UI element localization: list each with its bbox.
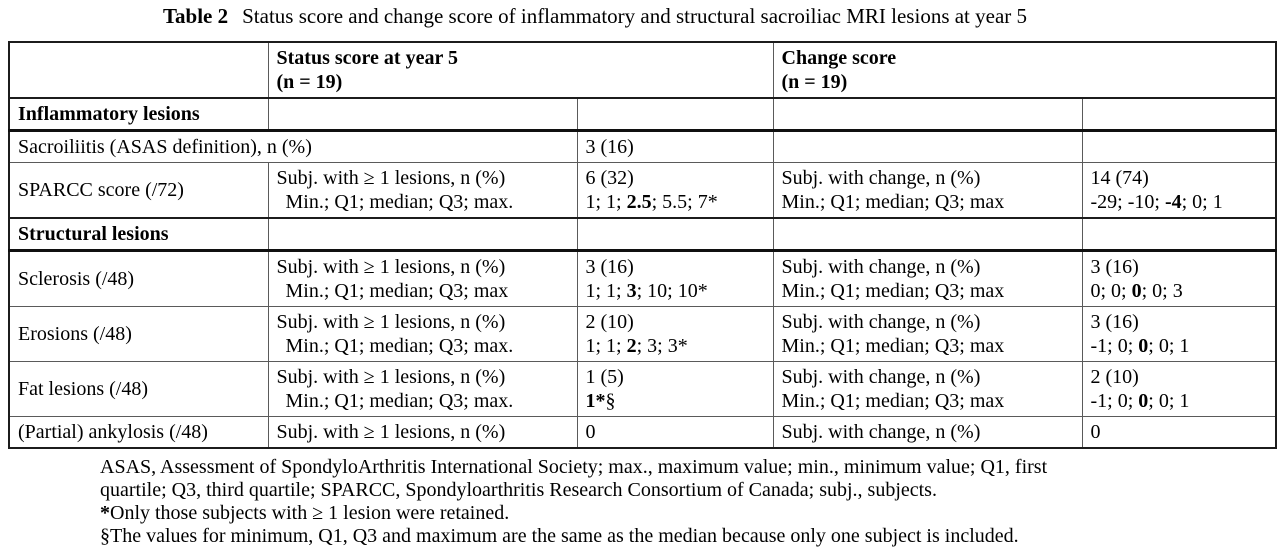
text-line: SPARCC score (/72) — [18, 179, 184, 201]
text-segment: 1; 1; — [585, 191, 627, 213]
status-measure-label — [268, 307, 577, 362]
text-line: Subj. with change, n (%) — [781, 256, 981, 278]
text-segment: § — [605, 390, 616, 412]
text-line: Subj. with ≥ 1 lesions, n (%) — [276, 256, 506, 278]
text-line: ASAS, Assessment of SpondyloArthritis International Society; max., maximum value; min., minimum value; Q1, first — [100, 456, 1048, 478]
status-value — [577, 131, 773, 163]
text-segment: ; 3; 3* — [636, 335, 688, 357]
status-score-header — [268, 42, 773, 98]
text-line: Status score at year 5 — [276, 47, 458, 69]
text-segment: ; 10; 10* — [636, 280, 708, 302]
text-segment: ; 5.5; 7* — [651, 191, 718, 213]
text-line — [1091, 334, 1268, 358]
text-line: Min.; Q1; median; Q3; max — [285, 280, 509, 302]
text-line — [586, 389, 765, 413]
table-body — [9, 42, 1276, 448]
corner-cell — [9, 42, 268, 98]
empty-cell — [1082, 131, 1276, 163]
empty-cell — [268, 98, 577, 131]
text-line — [1091, 190, 1268, 214]
text-line: Min.; Q1; median; Q3; max — [781, 280, 1005, 302]
footnotes — [100, 456, 1280, 548]
status-measure-label — [268, 362, 577, 417]
text-segment: ; 0; 3 — [1141, 280, 1183, 302]
text-line: Subj. with ≥ 1 lesions, n (%) — [276, 167, 506, 189]
text-segment: -1; 0; — [1090, 335, 1139, 357]
row-fat-lesions — [9, 362, 1276, 417]
row-label — [9, 131, 577, 163]
text-segment: 0 — [1131, 280, 1142, 302]
text-segment: -1; 0; — [1090, 390, 1139, 412]
text-segment: * — [100, 502, 110, 524]
text-line — [586, 279, 765, 303]
text-line — [1091, 279, 1268, 303]
row-label — [9, 163, 268, 219]
status-value — [577, 307, 773, 362]
change-measure-label — [773, 362, 1082, 417]
text-line: Subj. with change, n (%) — [781, 311, 981, 333]
section-inflammatory-lesions — [9, 98, 1276, 131]
text-line: quartile; Q3, third quartile; SPARCC, Spondyloarthritis Research Consortium of Canada; subj., subjects. — [100, 479, 937, 501]
text-line: 3 (16) — [1090, 311, 1139, 333]
row-erosions — [9, 307, 1276, 362]
row-label — [9, 417, 268, 449]
text-segment: 1* — [585, 390, 606, 412]
text-line: Erosions (/48) — [18, 323, 132, 345]
change-measure-label — [773, 163, 1082, 219]
change-measure-label — [773, 307, 1082, 362]
status-value — [577, 163, 773, 219]
text-segment: ; 0; 1 — [1148, 335, 1190, 357]
text-line: Min.; Q1; median; Q3; max — [781, 390, 1005, 412]
text-line: 3 (16) — [585, 136, 634, 158]
text-line — [100, 502, 1280, 525]
text-segment: 0 — [1138, 390, 1149, 412]
row-partial-ankylosis — [9, 417, 1276, 449]
change-measure-label — [773, 251, 1082, 307]
text-segment: 3 — [626, 280, 637, 302]
change-value — [1082, 362, 1276, 417]
text-segment: 1; 1; — [585, 280, 627, 302]
text-segment: ; 0; 1 — [1148, 390, 1190, 412]
text-segment: Only those subjects with ≥ 1 lesion were retained. — [110, 502, 510, 524]
row-label — [9, 307, 268, 362]
section-label — [9, 218, 268, 251]
text-line: §The values for minimum, Q1, Q3 and maximum are the same as the median because only one subject is included. — [100, 525, 1019, 547]
change-value — [1082, 251, 1276, 307]
text-line: (n = 19) — [276, 71, 343, 93]
text-line: (n = 19) — [781, 71, 848, 93]
text-segment: ; 0; 1 — [1181, 191, 1223, 213]
text-line: Structural lesions — [18, 223, 169, 245]
empty-cell — [773, 218, 1082, 251]
mri-lesions-table — [8, 41, 1277, 449]
empty-cell — [268, 218, 577, 251]
text-line: 0 — [1090, 421, 1101, 443]
text-segment: 0 — [1138, 335, 1149, 357]
text-segment: 0; 0; — [1090, 280, 1132, 302]
change-measure-label — [773, 417, 1082, 449]
text-segment: -4 — [1164, 191, 1182, 213]
empty-cell — [577, 98, 773, 131]
status-value — [577, 251, 773, 307]
empty-cell — [773, 98, 1082, 131]
text-line: Min.; Q1; median; Q3; max. — [285, 390, 514, 412]
status-measure-label — [268, 163, 577, 219]
text-line: 2 (10) — [1090, 366, 1139, 388]
text-line: Subj. with ≥ 1 lesions, n (%) — [276, 421, 506, 443]
empty-cell — [773, 131, 1082, 163]
table-caption-text: Status score and change score of inflammatory and structural sacroiliac MRI lesions at year 5 — [242, 4, 1028, 28]
change-score-header — [773, 42, 1276, 98]
text-line: Sclerosis (/48) — [18, 268, 135, 290]
section-structural-lesions — [9, 218, 1276, 251]
text-line: Min.; Q1; median; Q3; max — [781, 191, 1005, 213]
empty-cell — [577, 218, 773, 251]
text-line: 14 (74) — [1090, 167, 1149, 189]
text-line: Subj. with change, n (%) — [781, 167, 981, 189]
text-line — [586, 334, 765, 358]
row-sacroiliitis — [9, 131, 1276, 163]
text-line: 3 (16) — [1090, 256, 1139, 278]
text-line: Change score — [781, 47, 897, 69]
text-line — [1091, 389, 1268, 413]
text-line: Min.; Q1; median; Q3; max — [781, 335, 1005, 357]
text-line: 3 (16) — [585, 256, 634, 278]
text-line: 1 (5) — [585, 366, 624, 388]
status-value — [577, 362, 773, 417]
change-value — [1082, 307, 1276, 362]
change-value — [1082, 417, 1276, 449]
text-line: Subj. with change, n (%) — [781, 366, 981, 388]
change-value — [1082, 163, 1276, 219]
text-line: Subj. with change, n (%) — [781, 421, 981, 443]
text-line: 2 (10) — [585, 311, 634, 333]
text-segment: 2 — [626, 335, 637, 357]
section-label — [9, 98, 268, 131]
text-line: Fat lesions (/48) — [18, 378, 148, 400]
table-caption-label: Table 2 — [162, 4, 229, 28]
row-label — [9, 251, 268, 307]
text-line: 0 — [585, 421, 596, 443]
row-sparcc-score — [9, 163, 1276, 219]
text-line: 6 (32) — [585, 167, 634, 189]
text-line: Min.; Q1; median; Q3; max. — [285, 335, 514, 357]
header-row — [9, 42, 1276, 98]
text-line: Min.; Q1; median; Q3; max. — [285, 191, 514, 213]
status-measure-label — [268, 417, 577, 449]
row-label — [9, 362, 268, 417]
table-caption — [0, 0, 1235, 29]
text-line: Subj. with ≥ 1 lesions, n (%) — [276, 311, 506, 333]
text-line: Inflammatory lesions — [18, 103, 200, 125]
empty-cell — [1082, 98, 1276, 131]
text-segment: 2.5 — [626, 191, 652, 213]
text-line: Subj. with ≥ 1 lesions, n (%) — [276, 366, 506, 388]
text-line — [586, 190, 765, 214]
status-value — [577, 417, 773, 449]
text-segment: -29; -10; — [1090, 191, 1165, 213]
row-sclerosis — [9, 251, 1276, 307]
empty-cell — [1082, 218, 1276, 251]
text-line: Sacroiliitis (ASAS definition), n (%) — [18, 136, 312, 158]
status-measure-label — [268, 251, 577, 307]
text-line: (Partial) ankylosis (/48) — [18, 421, 208, 443]
text-segment: 1; 1; — [585, 335, 627, 357]
